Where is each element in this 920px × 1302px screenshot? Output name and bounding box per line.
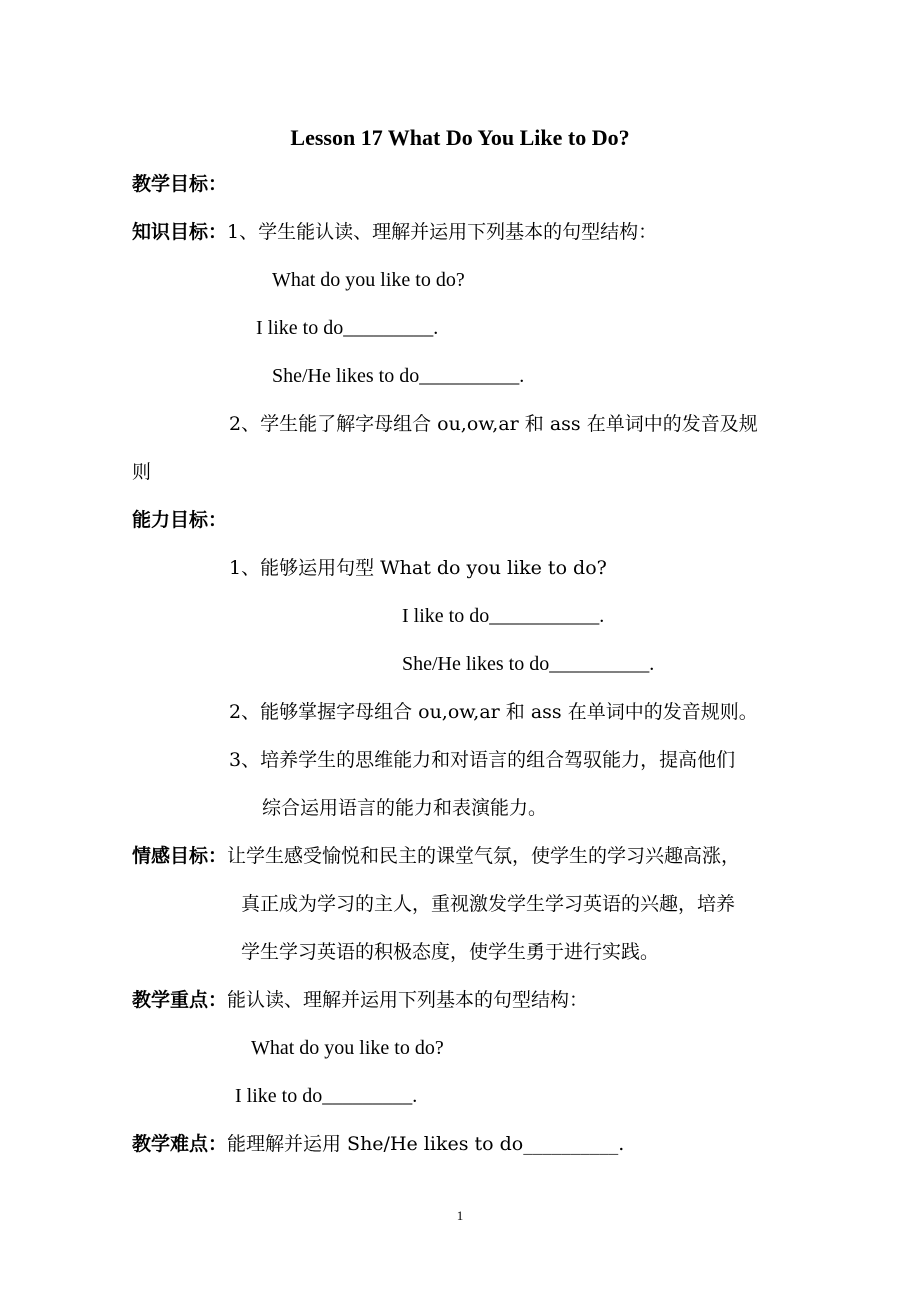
ability-sentence-2: She/He likes to do__________.	[402, 653, 655, 675]
knowledge-sentence-1: What do you like to do?	[272, 269, 465, 291]
ability-goals-item-1: 1、能够运用句型 What do you like to do?	[229, 557, 607, 579]
knowledge-goals-row	[132, 220, 657, 244]
key-points-row	[132, 988, 588, 1012]
difficult-points-text: 能理解并运用 She/He likes to do__________.	[227, 1133, 625, 1155]
key-points-sentence-1: What do you like to do?	[251, 1037, 444, 1059]
emotional-goals-line-1: 让学生感受愉悦和民主的课堂气氛，使学生的学习兴趣高涨，	[227, 845, 741, 867]
ability-goals-item-2: 2、能够掌握字母组合 ou,ow,ar 和 ass 在单词中的发音规则。	[229, 701, 758, 723]
lesson-title: Lesson 17 What Do You Like to Do?	[290, 125, 630, 150]
ability-goals-item-3-line-2: 综合运用语言的能力和表演能力。	[262, 797, 548, 819]
knowledge-sentence-3: She/He likes to do__________.	[272, 365, 525, 387]
ability-goals-item-3-line-1: 3、培养学生的思维能力和对语言的组合驾驭能力，提高他们	[229, 749, 736, 771]
difficult-points-row	[132, 1132, 624, 1156]
knowledge-sentence-2: I like to do_________.	[256, 317, 439, 339]
knowledge-goals-item-2: 2、学生能了解字母组合 ou,ow,ar 和 ass 在单词中的发音及规	[229, 413, 758, 435]
page-number: 1	[456, 1208, 464, 1223]
key-points-text: 能认读、理解并运用下列基本的句型结构：	[227, 989, 589, 1011]
emotional-goals-heading: 情感目标：	[132, 845, 228, 867]
emotional-goals-line-2: 真正成为学习的主人，重视激发学生学习英语的兴趣，培养	[241, 893, 736, 915]
knowledge-goals-heading: 知识目标：	[132, 221, 228, 243]
ability-sentence-1: I like to do___________.	[402, 605, 605, 627]
teaching-goals-heading: 教学目标：	[132, 173, 228, 195]
knowledge-goals-item-1: 1、学生能认读、理解并运用下列基本的句型结构：	[227, 221, 658, 243]
emotional-goals-row	[132, 844, 740, 868]
key-points-sentence-2: I like to do_________.	[235, 1085, 418, 1107]
knowledge-goals-item-2-continued: 则	[132, 461, 152, 483]
difficult-points-heading: 教学难点：	[132, 1133, 228, 1155]
emotional-goals-line-3: 学生学习英语的积极态度，使学生勇于进行实践。	[241, 941, 660, 963]
ability-goals-heading: 能力目标：	[132, 509, 228, 531]
key-points-heading: 教学重点：	[132, 989, 228, 1011]
